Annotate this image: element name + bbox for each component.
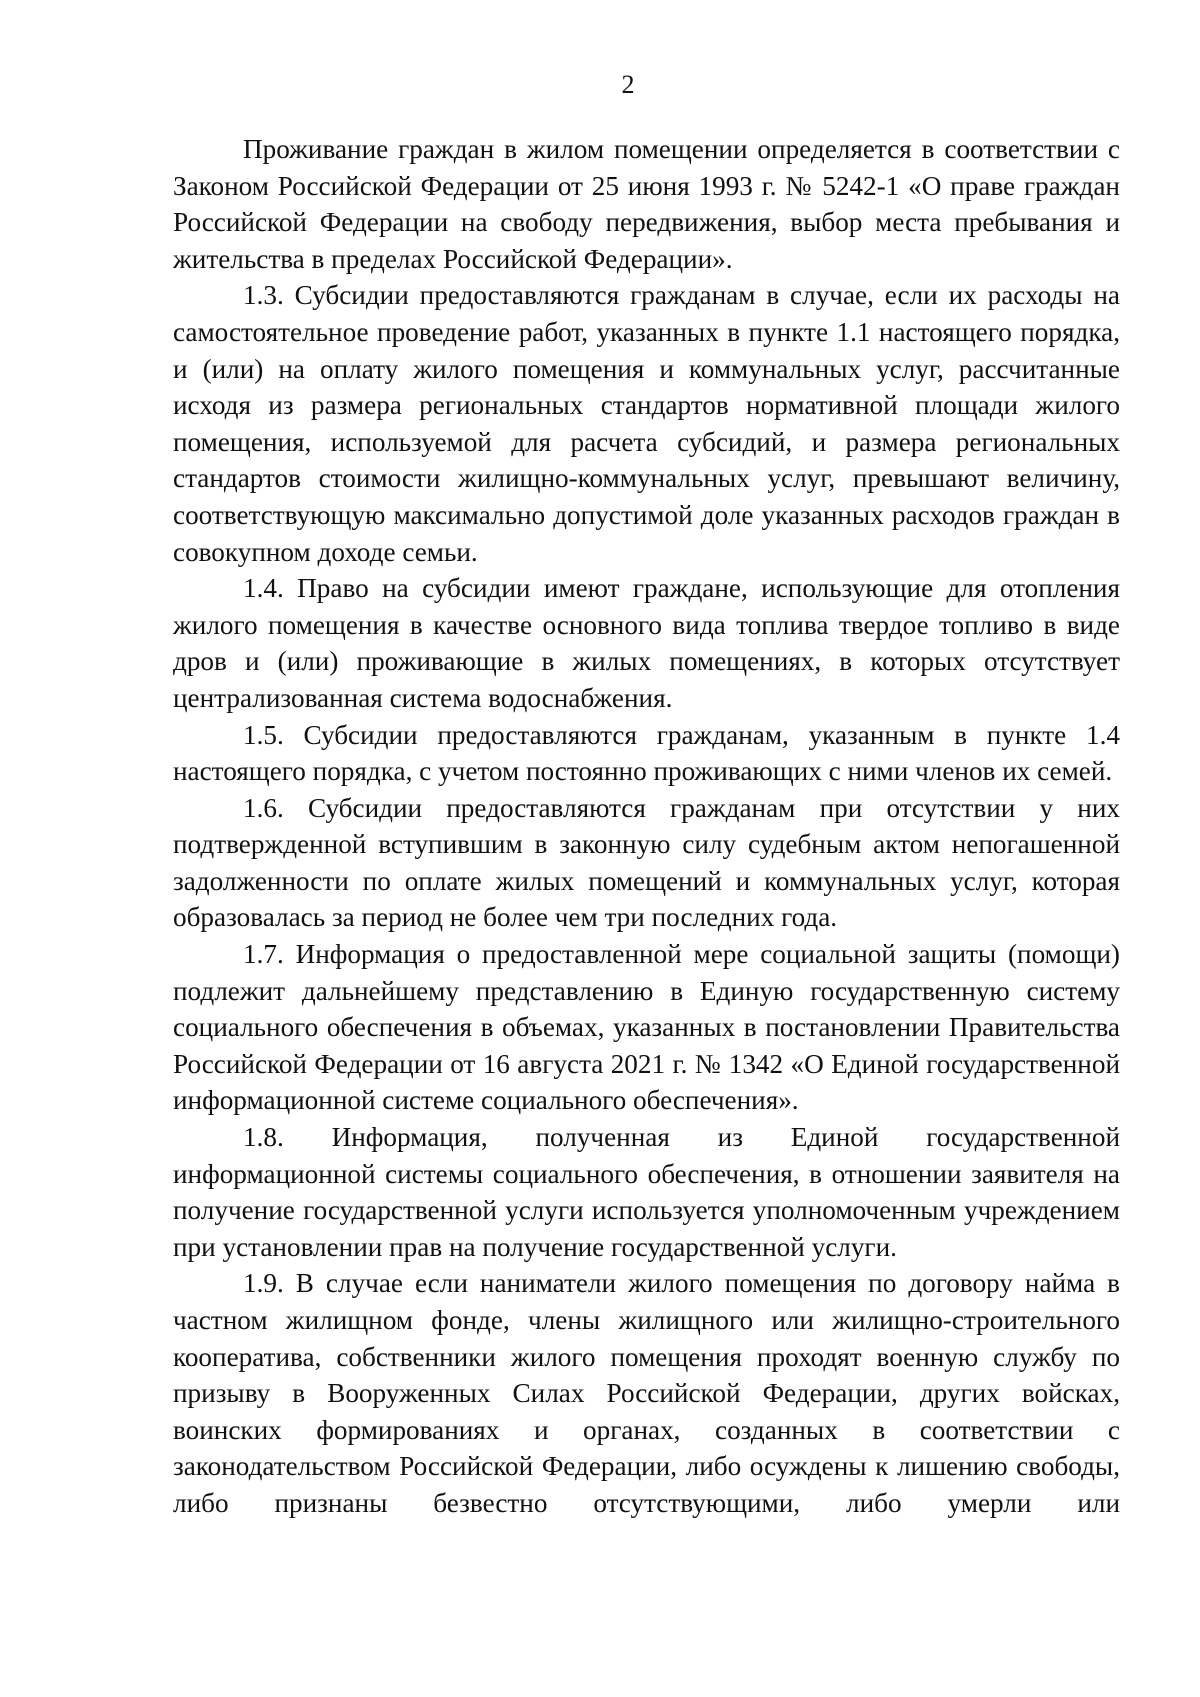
paragraph-residence: Проживание граждан в жилом помещении определяется в соответствии с Законом Российской Федерации от 25 июня 1993 г. № 5242-1 «О праве граждан Российской Федерации на свободу передвижения, выбор места пребывания и жительства в пределах Российской Федерации». [173,134,1120,274]
page-number: 2 [621,70,635,99]
paragraph-1-8: 1.8. Информация, полученная из Единой государственной информационной системы социального обеспечения, в отношении заявителя на получение государственной услуги используется уполномоченным учреждением при установлении прав на получение государственной услуги. [173,1122,1120,1262]
paragraph-1-6: 1.6. Субсидии предоставляются гражданам при отсутствии у них подтвержденной вступившим в законную силу судебным актом непогашенной задолженности по оплате жилых помещений и коммунальных услуг, которая образовалась за период не более чем три последних года. [173,792,1120,933]
paragraph-1-9: 1.9. В случае если наниматели жилого помещения по договору найма в частном жилищном фонде, члены жилищного или жилищно-строительного кооператива, собственники жилого помещения проходят военную службу по призыву в Вооруженных Силах Российской Федерации, других войсках, воинских формированиях и органах, созданных в соответствии с законодательством Российской Федерации, либо осуждены к лишению свободы, либо признаны безвестно отсутствующими, либо умерли или [173,1268,1120,1518]
paragraph-1-5: 1.5. Субсидии предоставляются гражданам, указанным в пункте 1.4 настоящего порядка, с учетом постоянно проживающих с ними членов их семей. [173,719,1120,787]
paragraph-1-3: 1.3. Субсидии предоставляются гражданам в случае, если их расходы на самостоятельное проведение работ, указанных в пункте 1.1 настоящего порядка, и (или) на оплату жилого помещения и коммунальных услуг, рассчитанные исходя из размера региональных стандартов нормативной площади жилого помещения, используемой для расчета субсидий, и размера региональных стандартов стоимости жилищно-коммунальных услуг, превышают величину, соответствующую максимально допустимой доле указанных расходов граждан в совокупном доходе семьи. [173,280,1120,567]
paragraph-1-4: 1.4. Право на субсидии имеют граждане, использующие для отопления жилого помещения в качестве основного вида топлива твердое топливо в виде дров и (или) проживающие в жилых помещениях, в которых отсутствует централизованная система водоснабжения. [173,573,1120,713]
document-body [173,131,1120,1522]
paragraph-1-7: 1.7. Информация о предоставленной мере социальной защиты (помощи) подлежит дальнейшему представлению в Единую государственную систему социального обеспечения в объемах, указанных в постановлении Правительства Российской Федерации от 16 августа 2021 г. № 1342 «О Единой государственной информационной системе социального обеспечения». [173,939,1120,1116]
